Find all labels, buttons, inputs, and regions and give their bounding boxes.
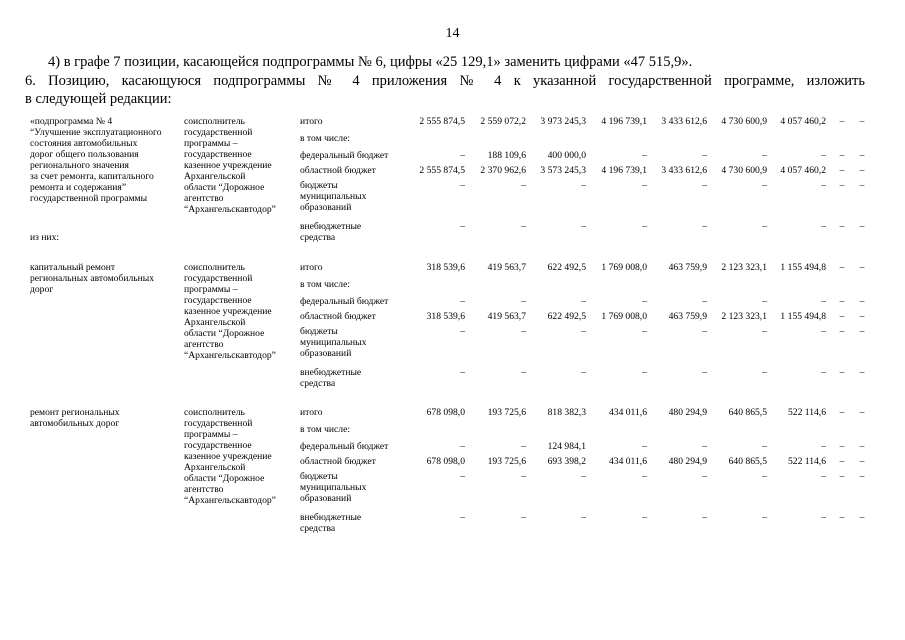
amount-cell: 622 492,5 (547, 311, 586, 322)
amount-cell: 124 984,1 (547, 441, 586, 452)
amount-cell: 522 114,6 (787, 407, 826, 418)
amount-cell: 4 196 739,1 (601, 165, 647, 176)
executor-line: соисполнитель (184, 407, 245, 418)
amount-cell: 193 725,6 (487, 407, 526, 418)
amount-cell: 2 559 072,2 (480, 116, 526, 127)
amount-cell: – (859, 116, 865, 127)
executor-line: программы – (184, 284, 238, 295)
amount-cell: – (762, 471, 767, 482)
program-name-line: дорог общего пользования (30, 149, 139, 160)
amount-cell: – (762, 221, 767, 232)
funding-source-label: итого (300, 407, 323, 418)
program-name-line: дорог (30, 284, 54, 295)
amount-cell: 480 294,9 (668, 407, 707, 418)
amount-cell: 193 725,6 (487, 456, 526, 467)
funding-source-label: внебюджетные (300, 367, 362, 378)
funding-source-label: федеральный бюджет (300, 441, 389, 452)
amount-cell: 3 433 612,6 (661, 116, 707, 127)
amount-cell: – (859, 456, 865, 467)
amount-cell: – (839, 311, 845, 322)
amount-cell: – (859, 367, 865, 378)
amount-cell: 318 539,6 (426, 311, 465, 322)
amount-cell: – (581, 296, 586, 307)
amount-cell: – (521, 221, 526, 232)
amount-cell: – (859, 512, 865, 523)
executor-line: государственной (184, 418, 253, 429)
amount-cell: – (839, 326, 845, 337)
item-6-paragraph-line2: в следующей редакции: (25, 91, 172, 107)
amount-cell: – (521, 326, 526, 337)
amount-cell: – (859, 441, 865, 452)
amount-cell: – (702, 180, 707, 191)
executor-line: государственное (184, 295, 252, 306)
amount-cell: – (839, 441, 845, 452)
funding-source-label: внебюджетные (300, 221, 362, 232)
amount-cell: – (521, 180, 526, 191)
funding-source-label: федеральный бюджет (300, 296, 389, 307)
executor-line: государственное (184, 149, 252, 160)
executor-line: государственной (184, 127, 253, 138)
amount-cell: – (702, 326, 707, 337)
amount-cell: 678 098,0 (426, 456, 465, 467)
amount-cell: 1 155 494,8 (780, 262, 826, 273)
amount-cell: 4 730 600,9 (721, 165, 767, 176)
amount-cell: – (762, 326, 767, 337)
amount-cell: 1 769 008,0 (601, 311, 647, 322)
amount-cell: – (859, 165, 865, 176)
amount-cell: – (839, 296, 845, 307)
amount-cell: – (460, 367, 465, 378)
amount-cell: – (581, 471, 586, 482)
amount-cell: – (839, 512, 845, 523)
program-name-line: «подпрограмма № 4 (30, 116, 113, 127)
amount-cell: 522 114,6 (787, 456, 826, 467)
executor-line: Архангельской (184, 462, 246, 473)
amount-cell: – (762, 512, 767, 523)
funding-source-label: областной бюджет (300, 165, 376, 176)
amount-cell: 463 759,9 (668, 311, 707, 322)
executor-line: области “Дорожное (184, 182, 265, 193)
amount-cell: 678 098,0 (426, 407, 465, 418)
amount-cell: – (762, 441, 767, 452)
executor-line: программы – (184, 429, 238, 440)
amount-cell: – (859, 262, 865, 273)
amount-cell: – (460, 441, 465, 452)
amount-cell: – (702, 441, 707, 452)
item-6-paragraph-line1: 6. Позицию, касающуюся подпрограммы № 4 приложения № 4 к указанной государственной программе, изложить (25, 73, 865, 89)
amount-cell: – (762, 180, 767, 191)
amount-cell: – (821, 367, 826, 378)
amount-cell: – (821, 471, 826, 482)
executor-line: программы – (184, 138, 238, 149)
amount-cell: 818 382,3 (547, 407, 586, 418)
amount-cell: – (702, 296, 707, 307)
amount-cell: – (460, 326, 465, 337)
executor-line: соисполнитель (184, 116, 245, 127)
amount-cell: – (702, 471, 707, 482)
amount-cell: 1 155 494,8 (780, 311, 826, 322)
executor-line: казенное учреждение (184, 451, 272, 462)
amount-cell: – (521, 441, 526, 452)
amount-cell: 1 769 008,0 (601, 262, 647, 273)
funding-source-label: итого (300, 116, 323, 127)
funding-source-label: в том числе: (300, 424, 351, 435)
executor-line: “Архангельскавтодор” (184, 204, 276, 215)
executor-line: казенное учреждение (184, 160, 272, 171)
amount-cell: 400 000,0 (547, 150, 586, 161)
amount-cell: – (642, 221, 647, 232)
amount-cell: – (859, 296, 865, 307)
amount-cell: – (521, 367, 526, 378)
amount-cell: – (521, 296, 526, 307)
funding-source-label: внебюджетные (300, 512, 362, 523)
amount-cell: – (702, 150, 707, 161)
program-name-line: регионального значения (30, 160, 129, 171)
amount-cell: 4 057 460,2 (780, 165, 826, 176)
amount-cell: – (460, 180, 465, 191)
funding-source-label: образований (300, 202, 352, 213)
amount-cell: 2 123 323,1 (721, 262, 767, 273)
program-name-line: ремонт региональных (30, 407, 120, 418)
executor-line: агентство (184, 193, 224, 204)
amount-cell: 463 759,9 (668, 262, 707, 273)
program-name-line: “Улучшение эксплуатационного (30, 127, 162, 138)
executor-line: соисполнитель (184, 262, 245, 273)
funding-source-label: областной бюджет (300, 456, 376, 467)
amount-cell: – (642, 471, 647, 482)
amount-cell: – (581, 326, 586, 337)
amount-cell: – (521, 512, 526, 523)
amount-cell: – (839, 367, 845, 378)
amount-cell: – (581, 180, 586, 191)
amount-cell: – (702, 221, 707, 232)
funding-source-label: областной бюджет (300, 311, 376, 322)
amount-cell: – (642, 180, 647, 191)
amount-cell: 2 555 874,5 (419, 165, 465, 176)
funding-source-label: средства (300, 378, 336, 389)
amount-cell: – (821, 296, 826, 307)
executor-line: Архангельской (184, 317, 246, 328)
amount-cell: – (702, 512, 707, 523)
program-name-line: автомобильных дорог (30, 418, 120, 429)
amount-cell: – (859, 221, 865, 232)
amount-cell: – (859, 150, 865, 161)
amount-cell: 4 057 460,2 (780, 116, 826, 127)
amount-cell: – (581, 512, 586, 523)
amount-cell: – (839, 180, 845, 191)
amount-cell: 2 555 874,5 (419, 116, 465, 127)
amount-cell: – (859, 471, 865, 482)
item-4-paragraph: 4) в графе 7 позиции, касающейся подпрограммы № 6, цифры «25 129,1» заменить цифрами «47 515,9». (48, 54, 693, 70)
amount-cell: 2 370 962,6 (480, 165, 526, 176)
funding-source-label: в том числе: (300, 279, 351, 290)
of-which-label: из них: (30, 232, 60, 243)
program-name-line: состояния автомобильных (30, 138, 138, 149)
amount-cell: 622 492,5 (547, 262, 586, 273)
funding-source-label: федеральный бюджет (300, 150, 389, 161)
amount-cell: – (521, 471, 526, 482)
program-name-line: ремонта и содержания” (30, 182, 127, 193)
amount-cell: – (762, 296, 767, 307)
amount-cell: 480 294,9 (668, 456, 707, 467)
amount-cell: – (642, 367, 647, 378)
funding-source-label: итого (300, 262, 323, 273)
funding-source-label: бюджеты (300, 471, 338, 482)
amount-cell: 4 196 739,1 (601, 116, 647, 127)
funding-source-label: в том числе: (300, 133, 351, 144)
amount-cell: 434 011,6 (608, 407, 647, 418)
amount-cell: – (839, 221, 845, 232)
amount-cell: – (821, 180, 826, 191)
amount-cell: 188 109,6 (487, 150, 526, 161)
amount-cell: – (460, 296, 465, 307)
program-name-line: капитальный ремонт (30, 262, 116, 273)
amount-cell: – (460, 512, 465, 523)
amount-cell: 2 123 323,1 (721, 311, 767, 322)
amount-cell: – (839, 116, 845, 127)
amount-cell: – (460, 471, 465, 482)
amount-cell: – (839, 456, 845, 467)
funding-source-label: средства (300, 523, 336, 534)
amount-cell: – (762, 367, 767, 378)
amount-cell: – (859, 326, 865, 337)
amount-cell: – (859, 180, 865, 191)
program-name-line: региональных автомобильных (30, 273, 154, 284)
amount-cell: – (839, 407, 845, 418)
funding-source-label: бюджеты (300, 326, 338, 337)
amount-cell: 419 563,7 (487, 311, 526, 322)
executor-line: области “Дорожное (184, 473, 265, 484)
executor-line: Архангельской (184, 171, 246, 182)
executor-line: государственное (184, 440, 252, 451)
amount-cell: – (642, 150, 647, 161)
amount-cell: – (839, 262, 845, 273)
amount-cell: – (821, 326, 826, 337)
amount-cell: 3 973 245,3 (540, 116, 586, 127)
amount-cell: – (581, 221, 586, 232)
amount-cell: – (642, 296, 647, 307)
amount-cell: – (821, 221, 826, 232)
program-name-line: государственной программы (30, 193, 148, 204)
amount-cell: – (702, 367, 707, 378)
program-name-line: за счет ремонта, капитального (30, 171, 154, 182)
amount-cell: – (839, 150, 845, 161)
executor-line: агентство (184, 484, 224, 495)
amount-cell: 434 011,6 (608, 456, 647, 467)
amount-cell: – (762, 150, 767, 161)
amount-cell: – (581, 367, 586, 378)
amount-cell: – (821, 150, 826, 161)
funding-source-label: муниципальных (300, 482, 367, 493)
funding-source-label: образований (300, 493, 352, 504)
page-number: 14 (445, 26, 460, 41)
amount-cell: 318 539,6 (426, 262, 465, 273)
funding-source-label: средства (300, 232, 336, 243)
amount-cell: – (460, 221, 465, 232)
amount-cell: 640 865,5 (728, 407, 767, 418)
amount-cell: 3 573 245,3 (540, 165, 586, 176)
executor-line: агентство (184, 339, 224, 350)
amount-cell: 693 398,2 (547, 456, 586, 467)
amount-cell: 419 563,7 (487, 262, 526, 273)
funding-source-label: муниципальных (300, 337, 367, 348)
funding-source-label: муниципальных (300, 191, 367, 202)
amount-cell: – (821, 512, 826, 523)
amount-cell: – (859, 407, 865, 418)
amount-cell: – (642, 326, 647, 337)
amount-cell: – (642, 441, 647, 452)
amount-cell: – (460, 150, 465, 161)
amount-cell: – (839, 165, 845, 176)
amount-cell: 3 433 612,6 (661, 165, 707, 176)
executor-line: “Архангельскавтодор” (184, 495, 276, 506)
executor-line: “Архангельскавтодор” (184, 350, 276, 361)
amount-cell: 640 865,5 (728, 456, 767, 467)
amount-cell: – (642, 512, 647, 523)
amount-cell: 4 730 600,9 (721, 116, 767, 127)
funding-source-label: образований (300, 348, 352, 359)
funding-source-label: бюджеты (300, 180, 338, 191)
amount-cell: – (839, 471, 845, 482)
executor-line: области “Дорожное (184, 328, 265, 339)
executor-line: государственной (184, 273, 253, 284)
executor-line: казенное учреждение (184, 306, 272, 317)
amount-cell: – (859, 311, 865, 322)
amount-cell: – (821, 441, 826, 452)
